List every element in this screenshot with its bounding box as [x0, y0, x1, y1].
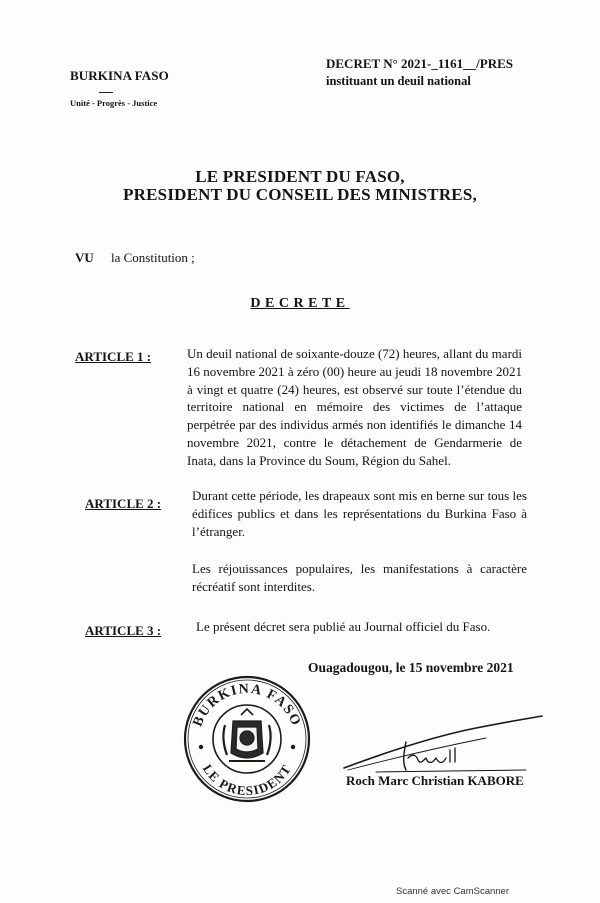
- issuer-title-line-1: LE PRESIDENT DU FASO,: [195, 167, 405, 186]
- vu-label: VU: [75, 250, 94, 265]
- issuer-title-line-2: PRESIDENT DU CONSEIL DES MINISTRES,: [123, 185, 477, 204]
- article-2-text: Durant cette période, les drapeaux sont mis en berne sur tous les édifices publics et dans les représentations du Burkina Faso à l’étranger.: [192, 488, 527, 539]
- handwritten-signature: [336, 708, 546, 778]
- decree-subject: instituant un deuil national: [326, 74, 471, 88]
- article-2-text-continued: Les réjouissances populaires, les manifestations à caractère récréatif sont interdites.: [192, 561, 527, 594]
- place-and-date: Ouagadougou, le 15 novembre 2021: [308, 660, 514, 675]
- article-1-text: Un deuil national de soixante-douze (72) heures, allant du mardi 16 novembre 2021 à zéro (00) heure au jeudi 18 novembre 2021 à vingt et quatre (24) heures, est observé sur toute l’étendue du territoire national en mémoire des victimes de l’attaque perpétrée par des individus armés non identifiés le dimanche 14 novembre 2021, contre le détachement de Gendarmerie de Inata, dans la Province du Soum, Région du Sahel.: [187, 346, 523, 468]
- article-2-label: ARTICLE 2 :: [85, 496, 162, 511]
- decree-number: DECRET N° 2021-_1161__/PRES: [326, 56, 513, 71]
- country-divider: [99, 92, 113, 93]
- issuing-country: BURKINA FASO: [70, 68, 169, 83]
- presidential-seal: [183, 675, 311, 803]
- article-3-text: Le présent décret sera publié au Journal officiel du Faso.: [196, 619, 491, 634]
- national-motto: Unité - Progrès - Justice: [70, 98, 158, 108]
- article-1-label: ARTICLE 1 :: [75, 349, 152, 364]
- signatory-name: Roch Marc Christian KABORE: [346, 773, 524, 788]
- article-3-label: ARTICLE 3 :: [85, 623, 162, 638]
- decrete-heading: DECRETE: [250, 296, 350, 311]
- seal-top-text: BURKINA FASO: [190, 681, 304, 729]
- scanner-watermark: Scanné avec CamScanner: [396, 886, 510, 897]
- seal-bottom-text: LE PRESIDENT: [199, 761, 295, 799]
- vu-text: la Constitution ;: [111, 250, 195, 265]
